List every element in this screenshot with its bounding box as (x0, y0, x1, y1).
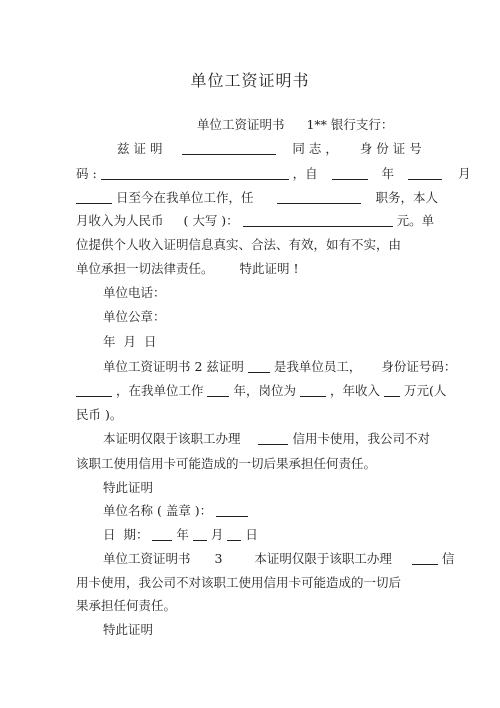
section1-line4-yuan: 元。单 (396, 213, 435, 228)
position-blank[interactable] (277, 191, 361, 204)
id-number-blank[interactable] (101, 167, 289, 180)
section1-line4-income: 月收入为人民币 (76, 213, 164, 228)
section1-line3-duty: 职务，本人 (375, 190, 438, 205)
section1-line6 (76, 261, 298, 277)
employee-name-blank[interactable] (248, 360, 270, 373)
day-blank[interactable] (227, 528, 241, 541)
section2-line4-limit: 本证明仅限于该职工办理 (103, 431, 241, 446)
section2-line4-card: 信用卡使用，我公司不对 (292, 431, 430, 446)
section1-line3 (76, 190, 438, 206)
section2-line2-annual: ，年收入 (329, 383, 380, 398)
section1-line5: 位提供个人收入证明信息真实、合法、有效，如有不实，由 (76, 237, 402, 252)
section1-line3-text: 日至今在我单位工作，任 (115, 190, 254, 205)
income-blank[interactable] (243, 214, 393, 227)
section2-line1-employee: 是我单位员工， (273, 359, 362, 374)
section3-line1 (103, 551, 454, 567)
section1-heading (197, 117, 393, 133)
section2-line5: 该职工使用信用卡可能造成的一切后果承担任何责任。 (76, 456, 377, 471)
section3-line3: 果承担任何责任。 (76, 598, 177, 613)
start-month-blank[interactable] (408, 167, 442, 180)
section3-line2: 用卡使用，我公司不对该职工使用信用卡可能造成的一切后 (76, 575, 402, 590)
section3-certified: 特此证明 (103, 622, 154, 637)
company-name-blank[interactable] (216, 504, 248, 517)
section1-line2 (76, 166, 471, 182)
section2-line2-unit: 万元(人 (403, 383, 447, 398)
section1-line4 (76, 213, 434, 229)
employee-id-blank[interactable] (76, 384, 112, 397)
section2-date-day: 日 (245, 527, 258, 542)
section2-line4 (103, 431, 430, 447)
section1-line2-year: 年 (381, 166, 395, 181)
section2-date-year: 年 (176, 527, 189, 542)
start-year-blank[interactable] (332, 167, 368, 180)
section1-phone: 单位电话： (103, 285, 166, 300)
bank-name-blank[interactable] (258, 432, 288, 445)
section2-line2 (76, 383, 446, 399)
section3-line1-number: 3 (214, 551, 223, 566)
month-blank[interactable] (193, 528, 207, 541)
section1-line1-comrade: 同 志 ， (292, 141, 338, 156)
annual-income-blank[interactable] (384, 384, 400, 397)
section1-line6-certified: 特此证明 ! (239, 261, 299, 276)
section1-line1 (117, 141, 422, 157)
section2-line1-id: 身份证号码： (381, 359, 457, 374)
section1-line1-id: 身 份 证 号 (359, 141, 422, 156)
years-blank[interactable] (207, 384, 229, 397)
section2-certified: 特此证明 (103, 480, 154, 495)
post-blank[interactable] (300, 384, 326, 397)
section1-line6-liability: 单位承担一切法律责任。 (76, 261, 214, 276)
section2-line2-work: ，在我单位工作 (115, 383, 204, 398)
document-title: 单位工资证明书 (190, 71, 310, 90)
section1-line2-code: 码 : (76, 166, 97, 181)
section2-date-label: 日 期： (103, 527, 149, 542)
section1-seal: 单位公章： (103, 309, 166, 324)
section1-line2-from: ，自 (292, 166, 318, 181)
section1-bank: 1** 银行支行： (306, 117, 394, 132)
section2-date (103, 527, 258, 543)
section1-line1-certify: 兹 证 明 (117, 141, 163, 156)
section1-line4-capital: ( 大写 )： (183, 213, 239, 228)
section1-heading-text: 单位工资证明书 (197, 117, 285, 132)
section3-bank-blank[interactable] (412, 552, 438, 565)
section2-line3: 民币 )。 (76, 407, 123, 422)
section2-date-month: 月 (210, 527, 224, 542)
year-blank[interactable] (152, 528, 172, 541)
section3-line1-credit: 信 (441, 551, 455, 566)
start-day-blank[interactable] (76, 191, 112, 204)
section2-line2-post: 年，岗位为 (233, 383, 296, 398)
section3-line1-limit: 本证明仅限于该职工办理 (254, 551, 392, 566)
section3-line1-heading: 单位工资证明书 (103, 551, 191, 566)
section1-line2-month: 月 (458, 166, 471, 181)
section2-line1 (103, 359, 456, 375)
name-blank[interactable] (182, 142, 276, 155)
section2-company-label: 单位名称 ( 盖章 )： (103, 503, 213, 518)
section1-date: 年 月 日 (103, 334, 159, 349)
section2-company (103, 503, 248, 519)
section2-line1-heading: 单位工资证明书 2 兹证明 (103, 359, 244, 374)
